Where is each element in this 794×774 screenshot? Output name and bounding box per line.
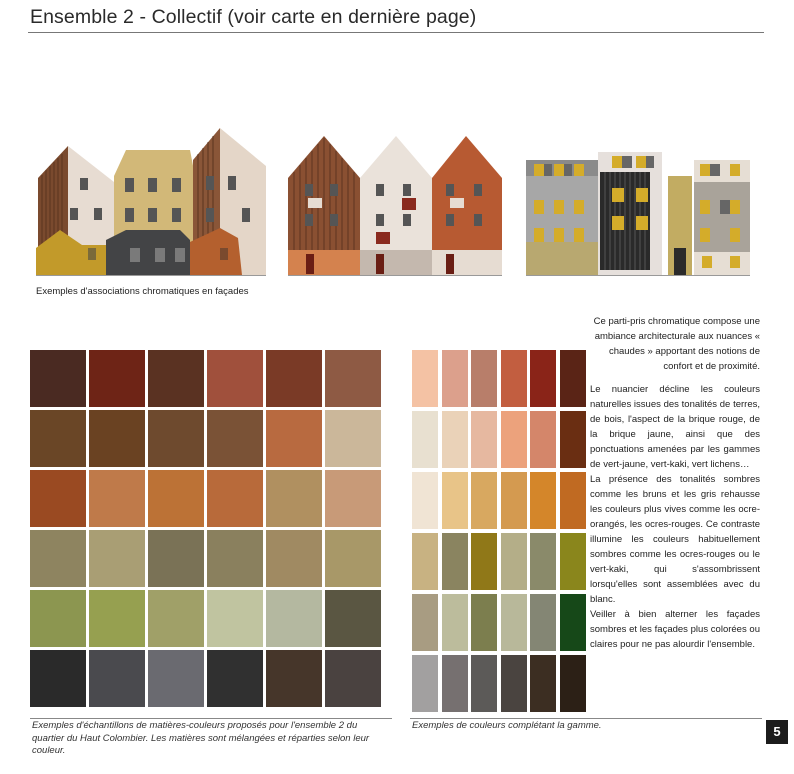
color-swatch xyxy=(412,533,438,590)
material-swatch xyxy=(266,590,322,647)
material-swatch xyxy=(325,470,381,527)
color-swatch xyxy=(560,472,586,529)
paragraph-1: Ce parti-pris chromatique compose une ambiance architecturale aux nuances « chaudes » apportant des notions de confort et de proximité. xyxy=(593,316,760,372)
material-swatch xyxy=(325,530,381,587)
color-swatch xyxy=(442,655,468,712)
material-swatch xyxy=(89,650,145,707)
paragraph-2: Le nuancier décline les couleurs naturelles issues des tonalités de terres, de bois, l'aspect de la brique rouge, de la brique jaune, ainsi que des ponctuations amenées par les gammes de vert-jaune, vert-kaki, vert lichens… xyxy=(590,384,760,470)
facade-caption: Exemples d'associations chromatiques en façades xyxy=(36,286,249,297)
color-swatch xyxy=(530,350,556,407)
material-swatch xyxy=(148,470,204,527)
material-swatch xyxy=(207,350,263,407)
palette-caption: Exemples de couleurs complétant la gamme. xyxy=(412,720,602,731)
material-swatch xyxy=(207,650,263,707)
material-swatch xyxy=(207,410,263,467)
material-swatch xyxy=(148,530,204,587)
color-swatch xyxy=(471,655,497,712)
color-swatch xyxy=(560,655,586,712)
color-swatch xyxy=(501,655,527,712)
material-swatch xyxy=(148,650,204,707)
material-swatch xyxy=(30,470,86,527)
facade-illustrations xyxy=(30,120,770,280)
material-swatch xyxy=(148,410,204,467)
facade-group-2 xyxy=(288,136,502,276)
color-swatch xyxy=(560,594,586,651)
color-swatch xyxy=(560,533,586,590)
material-swatch xyxy=(30,410,86,467)
color-swatch xyxy=(530,594,556,651)
color-swatch xyxy=(412,472,438,529)
material-swatch xyxy=(266,350,322,407)
color-swatch xyxy=(560,411,586,468)
color-swatch xyxy=(471,350,497,407)
color-swatch xyxy=(412,655,438,712)
page-number: 5 xyxy=(766,720,788,744)
material-swatch xyxy=(266,650,322,707)
color-swatch xyxy=(560,350,586,407)
material-swatch xyxy=(89,410,145,467)
color-swatch xyxy=(501,411,527,468)
material-swatch xyxy=(207,530,263,587)
materials-grid xyxy=(30,350,381,707)
color-swatch xyxy=(471,533,497,590)
color-swatch xyxy=(530,411,556,468)
color-swatch xyxy=(501,472,527,529)
color-swatch xyxy=(412,350,438,407)
color-swatch xyxy=(471,472,497,529)
page-title: Ensemble 2 - Collectif (voir carte en dernière page) xyxy=(30,6,477,28)
material-swatch xyxy=(325,590,381,647)
paragraph-3: La présence des tonalités sombres comme les bruns et les gris rehausse les couleurs plus vives comme les ocre-orangés, les ocres-rouges. Ce contraste illumine les couleurs habituellement sombres comme les ocres-rouges ou le vert-kaki, qui s'assombrissent lorsqu'elles sont assemblées avec du blanc. xyxy=(590,474,760,605)
material-swatch xyxy=(207,470,263,527)
color-swatch xyxy=(530,533,556,590)
material-swatch xyxy=(325,410,381,467)
material-swatch xyxy=(30,650,86,707)
color-swatch xyxy=(530,655,556,712)
material-swatch xyxy=(325,350,381,407)
material-swatch xyxy=(148,590,204,647)
color-swatch xyxy=(442,472,468,529)
material-swatch xyxy=(266,470,322,527)
color-swatch xyxy=(471,594,497,651)
color-swatch xyxy=(501,594,527,651)
material-swatch xyxy=(30,350,86,407)
color-swatch xyxy=(442,594,468,651)
material-swatch xyxy=(148,350,204,407)
facade-group-1 xyxy=(36,128,266,276)
color-swatch xyxy=(501,350,527,407)
material-swatch xyxy=(89,470,145,527)
title-rule xyxy=(28,32,764,33)
material-swatch xyxy=(89,590,145,647)
color-swatch xyxy=(412,411,438,468)
facade-group-3 xyxy=(526,152,750,276)
materials-caption-rule xyxy=(30,718,392,719)
material-swatch xyxy=(89,350,145,407)
material-swatch xyxy=(325,650,381,707)
material-swatch xyxy=(266,410,322,467)
color-swatch xyxy=(442,411,468,468)
material-swatch xyxy=(89,530,145,587)
color-swatch xyxy=(442,533,468,590)
materials-caption: Exemples d'échantillons de matières-couleurs proposés pour l'ensemble 2 du quartier du Haut Colombier. Les matières sont mélangées et réparties selon leur couleur. xyxy=(32,720,370,756)
palette-grid xyxy=(412,350,586,712)
material-swatch xyxy=(30,590,86,647)
material-swatch xyxy=(266,530,322,587)
color-swatch xyxy=(412,594,438,651)
paragraph-4: Veiller à bien alterner les façades sombres et les façades plus colorées ou claires pour ne pas alourdir l'ensemble. xyxy=(590,609,760,650)
color-swatch xyxy=(442,350,468,407)
material-swatch xyxy=(30,530,86,587)
palette-caption-rule xyxy=(410,718,762,719)
color-swatch xyxy=(501,533,527,590)
description-text xyxy=(590,314,760,652)
color-swatch xyxy=(471,411,497,468)
material-swatch xyxy=(207,590,263,647)
color-swatch xyxy=(530,472,556,529)
